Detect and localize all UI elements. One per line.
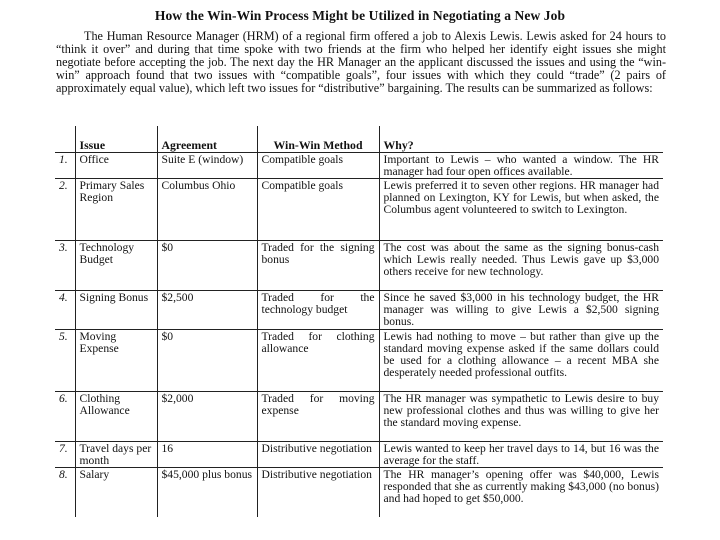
row-number: 8.: [55, 467, 75, 517]
header-number: [55, 126, 75, 152]
agreement-cell: Suite E (window): [157, 152, 257, 178]
issue-cell: Salary: [75, 467, 157, 517]
method-cell: Traded for moving expense: [257, 391, 379, 441]
agreement-cell: Columbus Ohio: [157, 178, 257, 240]
issue-cell: Office: [75, 152, 157, 178]
table-row: [55, 240, 663, 290]
table-row: [55, 467, 663, 517]
agreement-cell: $0: [157, 240, 257, 290]
agreement-cell: $45,000 plus bonus: [157, 467, 257, 517]
issue-cell: Signing Bonus: [75, 290, 157, 329]
header-why: Why?: [379, 126, 663, 152]
header-issue: Issue: [75, 126, 157, 152]
method-cell: Distributive negotiation: [257, 441, 379, 467]
method-cell: Traded for clothing allowance: [257, 329, 379, 391]
why-cell: The HR manager’s opening offer was $40,000, Lewis responded that she as currently making $43,000 (no bonus) and had hoped to get $50,000.: [379, 467, 663, 517]
why-cell: Lewis wanted to keep her travel days to 14, but 16 was the average for the staff.: [379, 441, 663, 467]
document-title: How the Win-Win Process Might be Utilized in Negotiating a New Job: [154, 8, 566, 23]
issue-cell: Primary Sales Region: [75, 178, 157, 240]
intro-paragraph: The Human Resource Manager (HRM) of a regional firm offered a job to Alexis Lewis. Lewis asked for 24 hours to “think it over” and during that time spoke with two friends at the firm who helped her identify eight issues she might negotiate before accepting the job. The next day the HR Manager an the applicant discussed the issues and using the “win-win” approach found that two issues with “compatible goals”, four issues with which they could “trade” (2 pairs of approximately equal value), which left two issues for “distributive” bargaining. The results can be summarized as follows:: [56, 29, 666, 95]
issue-cell: Moving Expense: [75, 329, 157, 391]
table-row: [55, 391, 663, 441]
row-number: 3.: [55, 240, 75, 290]
table-row: [55, 178, 663, 240]
agreement-cell: $2,000: [157, 391, 257, 441]
issue-cell: Technology Budget: [75, 240, 157, 290]
header-method: Win-Win Method: [257, 126, 379, 152]
why-cell: Important to Lewis – who wanted a window. The HR manager had four open offices available.: [379, 152, 663, 178]
row-number: 6.: [55, 391, 75, 441]
why-cell: The HR manager was sympathetic to Lewis desire to buy new professional clothes and thus was willing to give her the standard moving expense.: [379, 391, 663, 441]
negotiation-table: [55, 126, 663, 517]
issue-cell: Clothing Allowance: [75, 391, 157, 441]
method-cell: Compatible goals: [257, 178, 379, 240]
table-row: [55, 290, 663, 329]
table-row: [55, 152, 663, 178]
row-number: 7.: [55, 441, 75, 467]
header-agreement: Agreement: [157, 126, 257, 152]
why-cell: Lewis had nothing to move – but rather than give up the standard moving expense asked if the same dollars could be used for a clothing allowance – a recent MBA she desperately needed professional outfits.: [379, 329, 663, 391]
agreement-cell: $2,500: [157, 290, 257, 329]
row-number: 5.: [55, 329, 75, 391]
table-row: [55, 329, 663, 391]
row-number: 1.: [59, 152, 68, 166]
why-cell: Since he saved $3,000 in his technology budget, the HR manager was willing to give Lewis a $2,500 signing bonus.: [379, 290, 663, 329]
method-cell: Distributive negotiation: [257, 467, 379, 517]
table-row: [55, 441, 663, 467]
method-cell: Traded for the technology budget: [257, 290, 379, 329]
method-cell: Compatible goals: [257, 152, 379, 178]
issue-cell: Travel days per month: [75, 441, 157, 467]
why-cell: The cost was about the same as the signing bonus-cash which Lewis really needed. Thus Lewis gave up $3,000 others receive for new technology.: [379, 240, 663, 290]
method-cell: Traded for the signing bonus: [257, 240, 379, 290]
why-cell: Lewis preferred it to seven other regions. HR manager had planned on Lexington, KY for Lewis, but when asked, the Columbus agent volunteered to switch to Lexington.: [379, 178, 663, 240]
row-number: 4.: [55, 290, 75, 329]
table-header-row: [55, 126, 663, 152]
agreement-cell: 16: [157, 441, 257, 467]
agreement-cell: $0: [157, 329, 257, 391]
row-number: 2.: [55, 178, 75, 240]
